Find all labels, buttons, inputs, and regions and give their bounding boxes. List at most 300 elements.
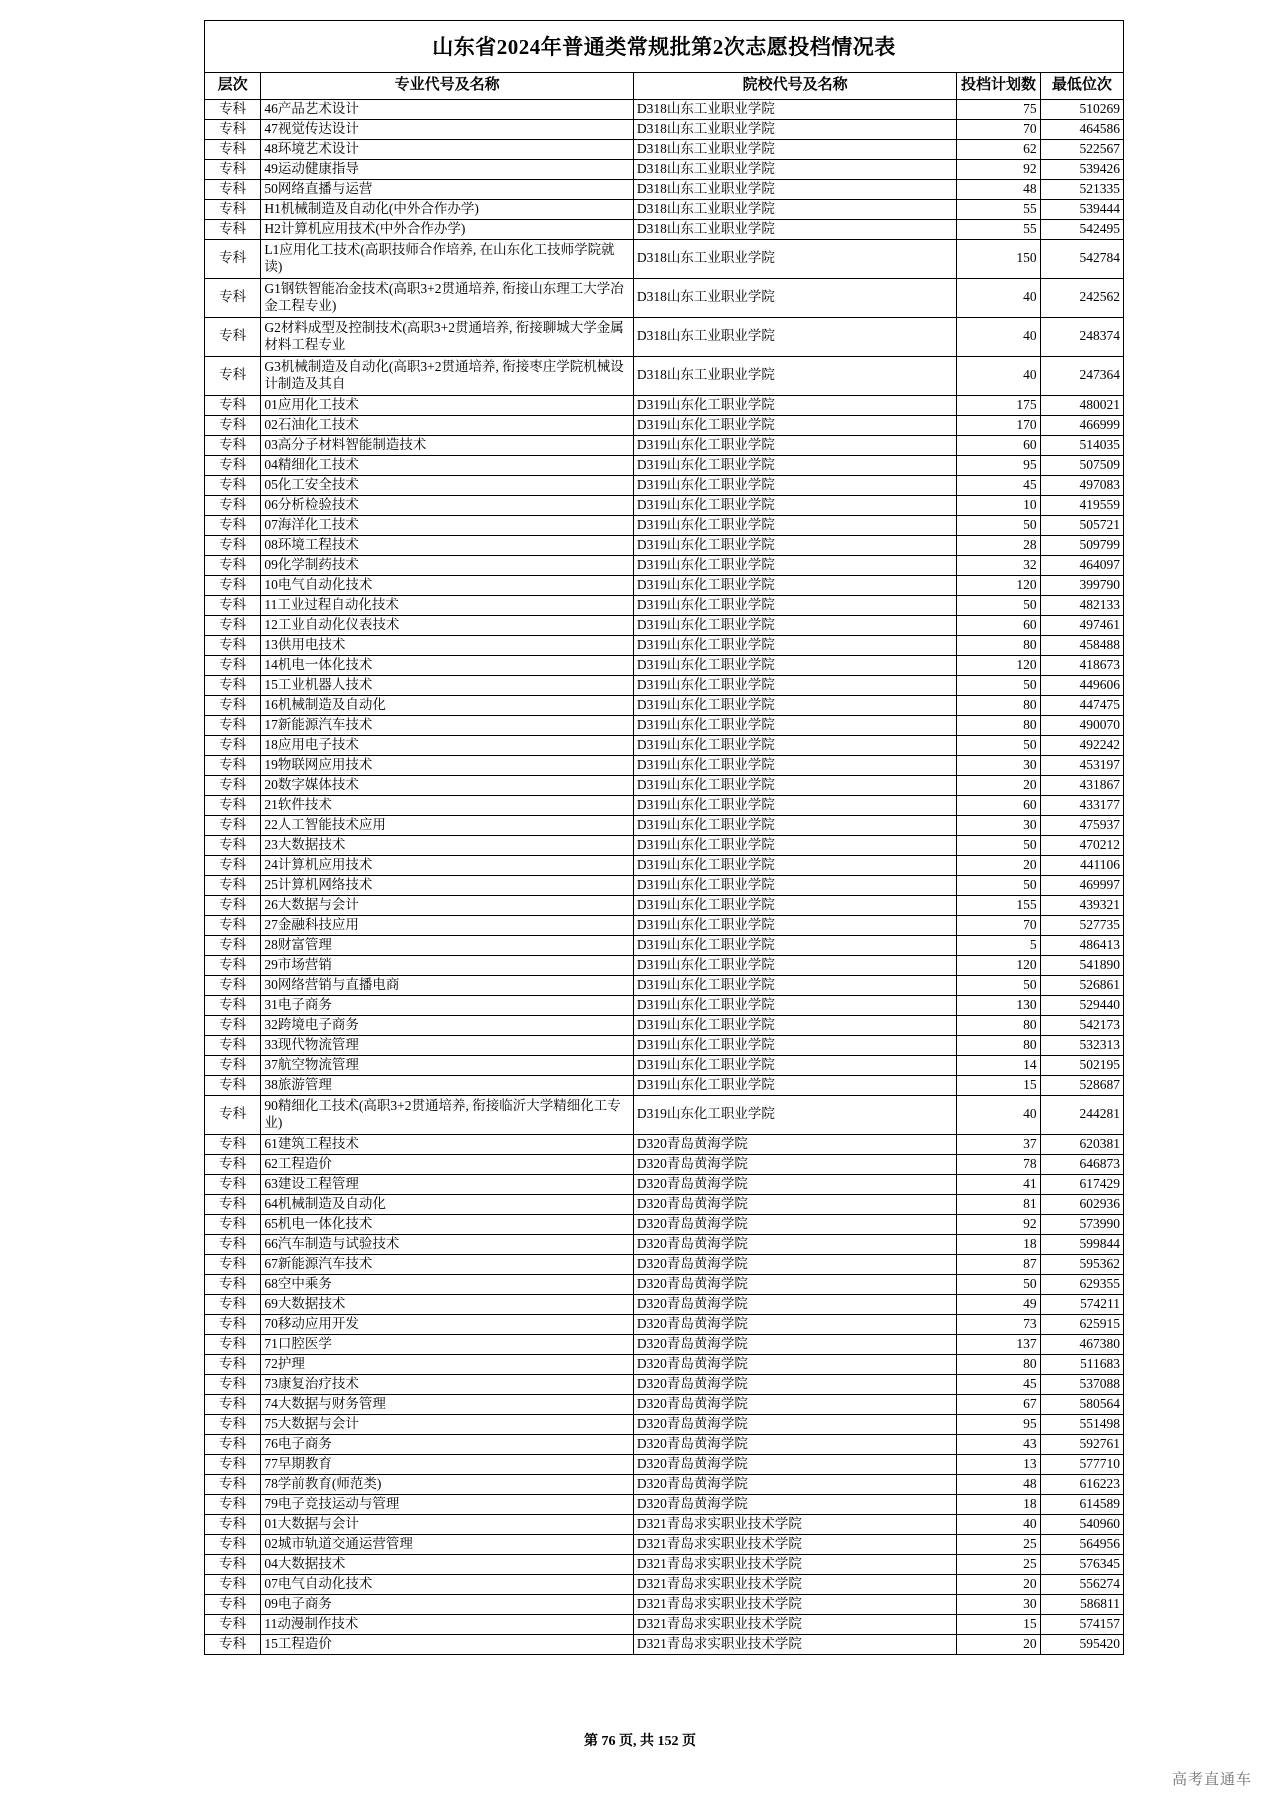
cell-plan: 41 [957,1174,1040,1194]
cell-major: 64机械制造及自动化 [261,1194,634,1214]
cell-plan: 50 [957,875,1040,895]
table-row [205,1354,1124,1374]
cell-school: D319山东化工职业学院 [633,775,956,795]
cell-major: 16机械制造及自动化 [261,695,634,715]
cell-rank: 497083 [1040,475,1123,495]
cell-school: D319山东化工职业学院 [633,1095,956,1134]
cell-rank: 528687 [1040,1075,1123,1095]
cell-major: 27金融科技应用 [261,915,634,935]
cell-rank: 464586 [1040,119,1123,139]
cell-major: 63建设工程管理 [261,1174,634,1194]
cell-major: 72护理 [261,1354,634,1374]
cell-level: 专科 [205,895,261,915]
cell-plan: 92 [957,1214,1040,1234]
cell-level: 专科 [205,1194,261,1214]
cell-plan: 18 [957,1494,1040,1514]
cell-major: 67新能源汽车技术 [261,1254,634,1274]
cell-major: 75大数据与会计 [261,1414,634,1434]
cell-school: D320青岛黄海学院 [633,1494,956,1514]
cell-level: 专科 [205,1334,261,1354]
cell-major: 19物联网应用技术 [261,755,634,775]
cell-plan: 48 [957,179,1040,199]
cell-major: 65机电一体化技术 [261,1214,634,1234]
cell-school: D319山东化工职业学院 [633,755,956,775]
cell-major: 74大数据与财务管理 [261,1394,634,1414]
table-row [205,1534,1124,1554]
cell-plan: 170 [957,415,1040,435]
cell-plan: 32 [957,555,1040,575]
table-row [205,1015,1124,1035]
table-row [205,855,1124,875]
cell-major: 02城市轨道交通运营管理 [261,1534,634,1554]
cell-school: D319山东化工职业学院 [633,795,956,815]
cell-major: 62工程造价 [261,1154,634,1174]
cell-school: D319山东化工职业学院 [633,1015,956,1035]
cell-rank: 470212 [1040,835,1123,855]
cell-rank: 521335 [1040,179,1123,199]
cell-school: D319山东化工职业学院 [633,815,956,835]
cell-school: D320青岛黄海学院 [633,1294,956,1314]
table-row [205,675,1124,695]
table-row [205,139,1124,159]
cell-school: D319山东化工职业学院 [633,535,956,555]
cell-major: 05化工安全技术 [261,475,634,495]
cell-plan: 15 [957,1614,1040,1634]
cell-level: 专科 [205,219,261,239]
table-row [205,1314,1124,1334]
cell-school: D318山东工业职业学院 [633,356,956,395]
cell-major: 20数字媒体技术 [261,775,634,795]
cell-rank: 616223 [1040,1474,1123,1494]
table-row [205,835,1124,855]
table-row [205,356,1124,395]
cell-level: 专科 [205,1634,261,1654]
cell-school: D319山东化工职业学院 [633,475,956,495]
cell-level: 专科 [205,635,261,655]
cell-level: 专科 [205,1354,261,1374]
table-row [205,1055,1124,1075]
cell-level: 专科 [205,955,261,975]
cell-major: 26大数据与会计 [261,895,634,915]
cell-plan: 40 [957,1095,1040,1134]
cell-rank: 580564 [1040,1394,1123,1414]
cell-level: 专科 [205,199,261,219]
cell-plan: 120 [957,655,1040,675]
cell-school: D319山东化工职业学院 [633,975,956,995]
cell-rank: 617429 [1040,1174,1123,1194]
cell-rank: 433177 [1040,795,1123,815]
cell-rank: 447475 [1040,695,1123,715]
table-row [205,915,1124,935]
page-title: 山东省2024年普通类常规批第2次志愿投档情况表 [204,20,1124,72]
cell-rank: 458488 [1040,635,1123,655]
table-row [205,935,1124,955]
cell-plan: 20 [957,775,1040,795]
cell-school: D318山东工业职业学院 [633,239,956,278]
cell-major: 09电子商务 [261,1594,634,1614]
cell-rank: 510269 [1040,99,1123,119]
cell-plan: 20 [957,1574,1040,1594]
cell-plan: 50 [957,675,1040,695]
table-row [205,1095,1124,1134]
cell-rank: 522567 [1040,139,1123,159]
cell-major: 78学前教育(师范类) [261,1474,634,1494]
cell-rank: 244281 [1040,1095,1123,1134]
cell-rank: 614589 [1040,1494,1123,1514]
cell-rank: 595420 [1040,1634,1123,1654]
cell-plan: 13 [957,1454,1040,1474]
cell-rank: 574211 [1040,1294,1123,1314]
table-row [205,535,1124,555]
cell-rank: 507509 [1040,455,1123,475]
cell-plan: 50 [957,595,1040,615]
cell-level: 专科 [205,1254,261,1274]
cell-rank: 399790 [1040,575,1123,595]
cell-school: D319山东化工职业学院 [633,515,956,535]
cell-major: 73康复治疗技术 [261,1374,634,1394]
cell-level: 专科 [205,1234,261,1254]
cell-plan: 60 [957,435,1040,455]
cell-major: 11动漫制作技术 [261,1614,634,1634]
table-row [205,1134,1124,1154]
cell-school: D319山东化工职业学院 [633,855,956,875]
cell-major: 04精细化工技术 [261,455,634,475]
cell-school: D321青岛求实职业技术学院 [633,1574,956,1594]
cell-level: 专科 [205,775,261,795]
cell-rank: 542784 [1040,239,1123,278]
cell-major: 11工业过程自动化技术 [261,595,634,615]
cell-school: D319山东化工职业学院 [633,875,956,895]
cell-level: 专科 [205,1554,261,1574]
cell-level: 专科 [205,1154,261,1174]
cell-level: 专科 [205,715,261,735]
cell-major: 50网络直播与运营 [261,179,634,199]
table-row [205,815,1124,835]
table-row [205,1174,1124,1194]
cell-level: 专科 [205,395,261,415]
cell-major: 61建筑工程技术 [261,1134,634,1154]
cell-rank: 625915 [1040,1314,1123,1334]
cell-major: 37航空物流管理 [261,1055,634,1075]
cell-major: L1应用化工技术(高职技师合作培养, 在山东化工技师学院就读) [261,239,634,278]
cell-rank: 469997 [1040,875,1123,895]
table-row [205,975,1124,995]
cell-school: D318山东工业职业学院 [633,119,956,139]
cell-plan: 92 [957,159,1040,179]
cell-major: 69大数据技术 [261,1294,634,1314]
table-row [205,1334,1124,1354]
cell-school: D321青岛求实职业技术学院 [633,1594,956,1614]
table-row [205,1154,1124,1174]
cell-school: D319山东化工职业学院 [633,675,956,695]
cell-school: D319山东化工职业学院 [633,915,956,935]
table-row [205,1634,1124,1654]
cell-major: 76电子商务 [261,1434,634,1454]
table-row [205,895,1124,915]
cell-plan: 30 [957,755,1040,775]
cell-rank: 418673 [1040,655,1123,675]
cell-plan: 28 [957,535,1040,555]
cell-school: D319山东化工职业学院 [633,395,956,415]
cell-school: D319山东化工职业学院 [633,435,956,455]
cell-plan: 120 [957,575,1040,595]
cell-school: D318山东工业职业学院 [633,219,956,239]
cell-rank: 486413 [1040,935,1123,955]
cell-level: 专科 [205,655,261,675]
cell-major: 47视觉传达设计 [261,119,634,139]
cell-plan: 70 [957,915,1040,935]
table-row [205,219,1124,239]
cell-rank: 646873 [1040,1154,1123,1174]
cell-rank: 574157 [1040,1614,1123,1634]
cell-major: 79电子竞技运动与管理 [261,1494,634,1514]
cell-plan: 50 [957,1274,1040,1294]
column-header-rank: 最低位次 [1040,73,1123,100]
cell-rank: 577710 [1040,1454,1123,1474]
table-row [205,1294,1124,1314]
cell-school: D319山东化工职业学院 [633,955,956,975]
cell-level: 专科 [205,795,261,815]
cell-rank: 620381 [1040,1134,1123,1154]
cell-plan: 10 [957,495,1040,515]
cell-school: D319山东化工职业学院 [633,835,956,855]
cell-school: D319山东化工职业学院 [633,555,956,575]
cell-plan: 50 [957,515,1040,535]
table-row [205,755,1124,775]
cell-rank: 439321 [1040,895,1123,915]
cell-plan: 155 [957,895,1040,915]
cell-school: D319山东化工职业学院 [633,1075,956,1095]
table-row [205,199,1124,219]
cell-level: 专科 [205,1474,261,1494]
cell-school: D320青岛黄海学院 [633,1314,956,1334]
table-row [205,1494,1124,1514]
table-row [205,955,1124,975]
cell-rank: 526861 [1040,975,1123,995]
cell-major: 09化学制药技术 [261,555,634,575]
cell-plan: 75 [957,99,1040,119]
cell-plan: 40 [957,356,1040,395]
cell-plan: 40 [957,317,1040,356]
cell-rank: 602936 [1040,1194,1123,1214]
table-row [205,1414,1124,1434]
cell-major: 28财富管理 [261,935,634,955]
cell-plan: 95 [957,1414,1040,1434]
cell-major: 71口腔医学 [261,1334,634,1354]
cell-level: 专科 [205,855,261,875]
cell-major: 33现代物流管理 [261,1035,634,1055]
column-header-school: 院校代号及名称 [633,73,956,100]
cell-rank: 573990 [1040,1214,1123,1234]
cell-major: 77早期教育 [261,1454,634,1474]
cell-school: D318山东工业职业学院 [633,139,956,159]
cell-level: 专科 [205,278,261,317]
cell-school: D320青岛黄海学院 [633,1194,956,1214]
table-row [205,635,1124,655]
cell-rank: 529440 [1040,995,1123,1015]
cell-plan: 48 [957,1474,1040,1494]
cell-school: D320青岛黄海学院 [633,1214,956,1234]
cell-plan: 55 [957,199,1040,219]
cell-major: 46产品艺术设计 [261,99,634,119]
table-body [205,99,1124,1654]
table-row [205,875,1124,895]
cell-rank: 464097 [1040,555,1123,575]
cell-level: 专科 [205,159,261,179]
cell-major: 01应用化工技术 [261,395,634,415]
table-row [205,615,1124,635]
cell-plan: 87 [957,1254,1040,1274]
cell-level: 专科 [205,1095,261,1134]
cell-plan: 40 [957,278,1040,317]
cell-plan: 120 [957,955,1040,975]
cell-plan: 73 [957,1314,1040,1334]
cell-rank: 248374 [1040,317,1123,356]
cell-plan: 15 [957,1075,1040,1095]
table-row [205,1474,1124,1494]
table-row [205,515,1124,535]
cell-school: D319山东化工职业学院 [633,455,956,475]
cell-level: 专科 [205,1514,261,1534]
cell-major: 10电气自动化技术 [261,575,634,595]
cell-plan: 45 [957,475,1040,495]
cell-school: D320青岛黄海学院 [633,1174,956,1194]
cell-rank: 492242 [1040,735,1123,755]
cell-school: D319山东化工职业学院 [633,735,956,755]
cell-rank: 592761 [1040,1434,1123,1454]
table-row [205,1254,1124,1274]
cell-plan: 50 [957,835,1040,855]
cell-plan: 67 [957,1394,1040,1414]
cell-rank: 551498 [1040,1414,1123,1434]
table-row [205,995,1124,1015]
cell-major: 07海洋化工技术 [261,515,634,535]
cell-school: D320青岛黄海学院 [633,1154,956,1174]
table-row [205,735,1124,755]
cell-school: D318山东工业职业学院 [633,179,956,199]
cell-school: D320青岛黄海学院 [633,1394,956,1414]
cell-major: G3机械制造及自动化(高职3+2贯通培养, 衔接枣庄学院机械设计制造及其自 [261,356,634,395]
cell-rank: 539426 [1040,159,1123,179]
column-header-major: 专业代号及名称 [261,73,634,100]
cell-plan: 49 [957,1294,1040,1314]
cell-major: 32跨境电子商务 [261,1015,634,1035]
table-row [205,179,1124,199]
cell-school: D321青岛求实职业技术学院 [633,1534,956,1554]
table-header-row [205,73,1124,100]
cell-major: 49运动健康指导 [261,159,634,179]
cell-level: 专科 [205,595,261,615]
cell-level: 专科 [205,1414,261,1434]
cell-plan: 80 [957,715,1040,735]
table-header [205,73,1124,100]
cell-plan: 5 [957,935,1040,955]
cell-plan: 50 [957,735,1040,755]
cell-level: 专科 [205,675,261,695]
cell-major: 14机电一体化技术 [261,655,634,675]
cell-major: G1钢铁智能冶金技术(高职3+2贯通培养, 衔接山东理工大学冶金工程专业) [261,278,634,317]
cell-level: 专科 [205,915,261,935]
cell-level: 专科 [205,1174,261,1194]
cell-plan: 30 [957,1594,1040,1614]
cell-level: 专科 [205,1214,261,1234]
cell-major: H2计算机应用技术(中外合作办学) [261,219,634,239]
cell-rank: 537088 [1040,1374,1123,1394]
cell-school: D318山东工业职业学院 [633,99,956,119]
cell-rank: 509799 [1040,535,1123,555]
column-header-level: 层次 [205,73,261,100]
table-row [205,1434,1124,1454]
cell-rank: 539444 [1040,199,1123,219]
cell-major: 23大数据技术 [261,835,634,855]
cell-major: 17新能源汽车技术 [261,715,634,735]
cell-plan: 78 [957,1154,1040,1174]
cell-rank: 599844 [1040,1234,1123,1254]
cell-major: 08环境工程技术 [261,535,634,555]
cell-school: D321青岛求实职业技术学院 [633,1614,956,1634]
cell-level: 专科 [205,1015,261,1035]
table-row [205,575,1124,595]
cell-plan: 80 [957,695,1040,715]
table-row [205,1554,1124,1574]
page-footer: 第 76 页, 共 152 页 [584,1734,696,1749]
cell-plan: 37 [957,1134,1040,1154]
cell-major: 70移动应用开发 [261,1314,634,1334]
cell-level: 专科 [205,1494,261,1514]
cell-school: D319山东化工职业学院 [633,615,956,635]
cell-rank: 542495 [1040,219,1123,239]
cell-level: 专科 [205,119,261,139]
cell-school: D321青岛求实职业技术学院 [633,1554,956,1574]
cell-major: H1机械制造及自动化(中外合作办学) [261,199,634,219]
cell-school: D319山东化工职业学院 [633,935,956,955]
cell-level: 专科 [205,1055,261,1075]
cell-school: D318山东工业职业学院 [633,317,956,356]
cell-major: 31电子商务 [261,995,634,1015]
cell-level: 专科 [205,835,261,855]
cell-school: D319山东化工职业学院 [633,575,956,595]
table-row [205,239,1124,278]
table-row [205,775,1124,795]
table-row [205,1274,1124,1294]
table-row [205,455,1124,475]
cell-rank: 595362 [1040,1254,1123,1274]
cell-rank: 419559 [1040,495,1123,515]
table-row [205,1514,1124,1534]
cell-plan: 20 [957,855,1040,875]
cell-major: 25计算机网络技术 [261,875,634,895]
cell-plan: 62 [957,139,1040,159]
cell-plan: 43 [957,1434,1040,1454]
cell-level: 专科 [205,415,261,435]
cell-rank: 475937 [1040,815,1123,835]
column-header-plan: 投档计划数 [957,73,1040,100]
cell-plan: 150 [957,239,1040,278]
cell-rank: 541890 [1040,955,1123,975]
cell-major: 48环境艺术设计 [261,139,634,159]
table-row [205,715,1124,735]
cell-school: D320青岛黄海学院 [633,1454,956,1474]
cell-rank: 497461 [1040,615,1123,635]
table-row [205,1234,1124,1254]
cell-rank: 514035 [1040,435,1123,455]
cell-rank: 505721 [1040,515,1123,535]
cell-level: 专科 [205,356,261,395]
cell-rank: 542173 [1040,1015,1123,1035]
cell-rank: 466999 [1040,415,1123,435]
cell-rank: 242562 [1040,278,1123,317]
cell-level: 专科 [205,495,261,515]
